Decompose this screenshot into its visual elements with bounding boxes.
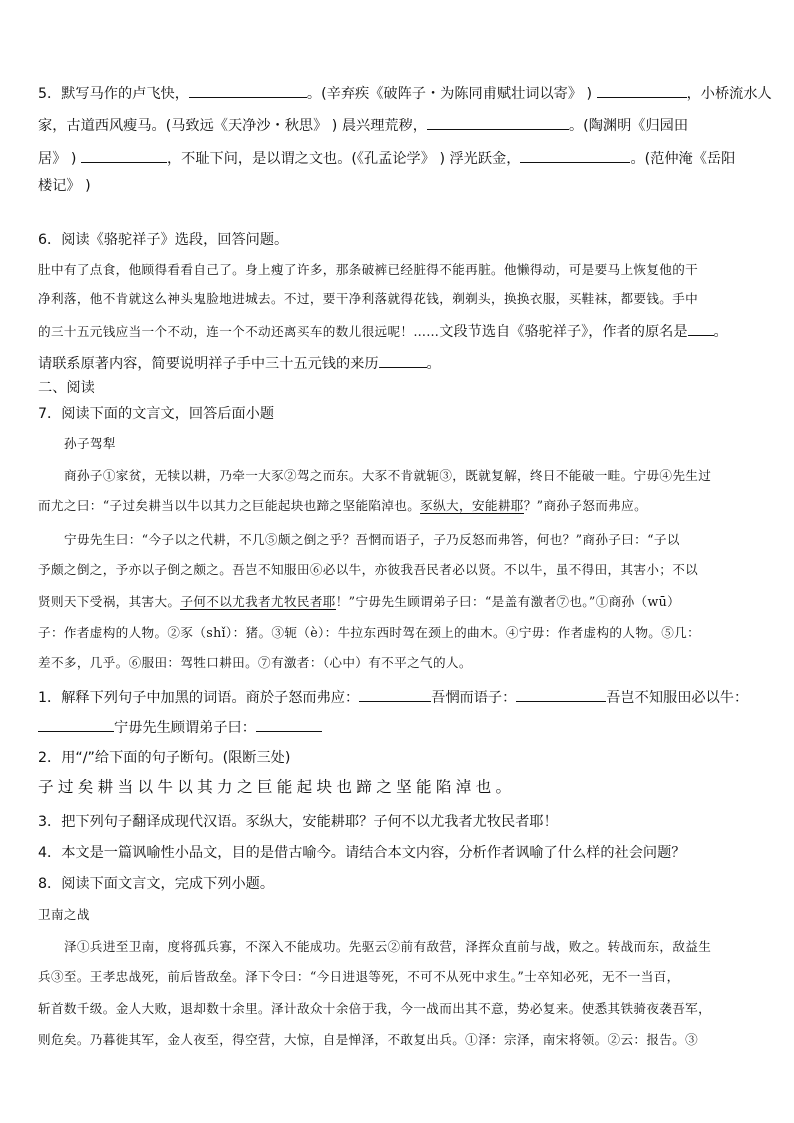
q8-title: 8．阅读下面文言文，完成下列小题。 [38,876,275,892]
q6-question-line [38,352,760,374]
q7-passage-line: 予颇之倒之，予亦以子倒之颇之。吾岂不知服田⑥必以牛，亦彼我吾民者必以贤。不以牛，虽不得田，其害小；不以 [38,562,699,577]
q7-sub3: 3．把下列句子翻译成现代汉语。豕纵大，安能耕耶？子何不以尤我者尤牧民者耶！ [38,814,558,830]
section-heading: 二、阅读 [38,380,95,396]
q5-text: 。(范仲淹《岳阳 [630,151,736,167]
q8-subtitle: 卫南之战 [38,907,90,922]
answer-blank[interactable] [81,147,167,163]
q7-passage-text: 贤则天下受祸，其害大。 [38,594,181,609]
answer-blank[interactable] [597,82,687,98]
answer-blank[interactable] [256,716,322,732]
q6-passage-text: 的三十五元钱应当一个不动，连一个不动还离买车的数儿很远呢！…… [38,324,440,339]
answer-blank[interactable] [688,320,714,336]
q8-passage-line: 则危矣。乃暮徙其军，金人夜至，得空营，大惊，自是惮泽，不敢复出兵。①泽：宗泽，南宋将领。②云：报告。③ [38,1032,699,1047]
q7-subtitle: 孙子驾犁 [64,436,116,451]
q6-passage-line [38,320,760,342]
q6-question-text: 请联系原著内容，简要说明祥子手中三十五元钱的来历 [38,356,379,372]
q7-passage-text: ？”商孙子怒而弗应。 [523,498,648,513]
q5-text: 5．默写马作的卢飞快， [38,86,189,102]
q7-passage-line: 商孙子①家贫，无犊以耕，乃牵一大豕②驾之而东。大豕不肯就轭③，既就复解，终日不能破一畦。宁毋④先生过 [64,468,712,483]
q7-title: 7．阅读下面的文言文，回答后面小题 [38,406,275,422]
q6-passage-line: 净利落，他不肯就这么神头鬼脸地进城去。不过，要干净利落就得花钱，剃剃头，换换衣服，买鞋袜，都要钱。手中 [38,291,699,306]
q7-sub1-text: 1．解释下列句子中加黑的词语。商於子怒而弗应： [38,690,360,706]
q8-passage-line: 泽①兵进至卫南，度将孤兵寡，不深入不能成功。先驱云②前有敌营，泽挥众直前与战，败之。转战而东，敌益生 [64,939,712,954]
underlined-sentence: 豕纵大，安能耕耶 [420,498,524,513]
q5-line-3 [38,147,760,169]
answer-blank[interactable] [189,82,307,98]
q7-footnote-line: 子：作者虚构的人物。②豕（shǐ）：猪。③轭（è）：牛拉东西时驾在颈上的曲木。④宁毋：作者虚构的人物。⑤几： [38,625,701,640]
q5-text: 。(陶渊明《归园田 [568,118,689,134]
answer-blank[interactable] [516,686,606,702]
answer-blank[interactable] [379,352,427,368]
q7-sub1-line [38,716,760,738]
q7-sub2: 2．用“/”给下面的句子断句。(限断三处) [38,750,291,766]
q7-sub1-text: 吾惘而语子： [431,690,517,706]
q5-text: 居》 ) [38,151,81,167]
q5-text: ，小桥流水人 [686,86,772,102]
q6-question-text: 。 [713,324,728,340]
q7-sub4: 4．本文是一篇讽喻性小品文，目的是借古喻今。请结合本文内容，分析作者讽喻了什么样的社会问题？ [38,845,686,861]
q6-question-text: 。 [426,356,441,372]
answer-blank[interactable] [38,716,114,732]
q7-passage-line [38,496,760,516]
q5-line-2 [38,114,760,136]
q6-passage-line: 肚中有了点食，他顾得看看自己了。身上瘦了许多，那条破裤已经脏得不能再脏。他懒得动，可是要马上恢复他的干 [38,262,699,277]
q5-text: 。(辛弃疾《破阵子・为陈同甫赋壮词以寄》 ) [306,86,597,102]
underlined-sentence: 子何不以尤我者尤牧民者耶 [180,594,336,609]
answer-blank[interactable] [359,686,431,702]
q7-passage-line [38,592,760,612]
q7-sub1-line [38,686,760,708]
q6-title: 6．阅读《骆驼祥子》选段，回答问题。 [38,232,289,248]
q7-sub2-sentence: 子过矣耕当以牛以其力之巨能起块也蹄之坚能陷淖也。 [38,778,516,796]
answer-blank[interactable] [520,147,630,163]
q6-question-text: 文段节选自《骆驼祥子》，作者的原名是 [439,324,688,340]
q7-sub1-text: 宁毋先生顾谓弟子曰： [114,720,256,736]
q5-line-1 [38,82,772,104]
q7-passage-text: ！”宁毋先生顾谓弟子曰：“是盖有激者⑦也。”①商孙（wū） [335,594,681,609]
q7-footnote-line: 差不多，几乎。⑥服田：驾牲口耕田。⑦有激者：（心中）有不平之气的人。 [38,655,472,670]
q7-passage-text: 而尤之曰：“子过矣耕当以牛以其力之巨能起块也蹄之坚能陷淖也。 [38,498,421,513]
q7-sub1-text: 吾岂不知服田必以牛： [606,690,749,706]
q7-passage-line: 宁毋先生曰：“今子以之代耕，不几⑤颇之倒之乎？吾惘而语子，子乃反怒而弗答，何也？”商孙子曰：“子以 [64,532,680,547]
q8-passage-line: 兵③至。王孝忠战死，前后皆敌垒。泽下令曰：“今日进退等死，不可不从死中求生。”士卒知必死，无不一当百， [38,969,680,984]
q8-passage-line: 斩首数千级。金人大败，退却数十余里。泽计敌众十余倍于我，今一战而出其不意，势必复来。使悉其铁骑夜袭吾军， [38,1001,712,1016]
answer-blank[interactable] [427,114,569,130]
q5-text: 家，古道西风瘦马。(马致远《天净沙・秋思》 ) 晨兴理荒秽， [38,118,427,134]
q5-line-4: 楼记》 ) [38,178,91,194]
q5-text: ，不耻下问，是以谓之文也。(《孔孟论学》 ) 浮光跃金， [166,151,521,167]
